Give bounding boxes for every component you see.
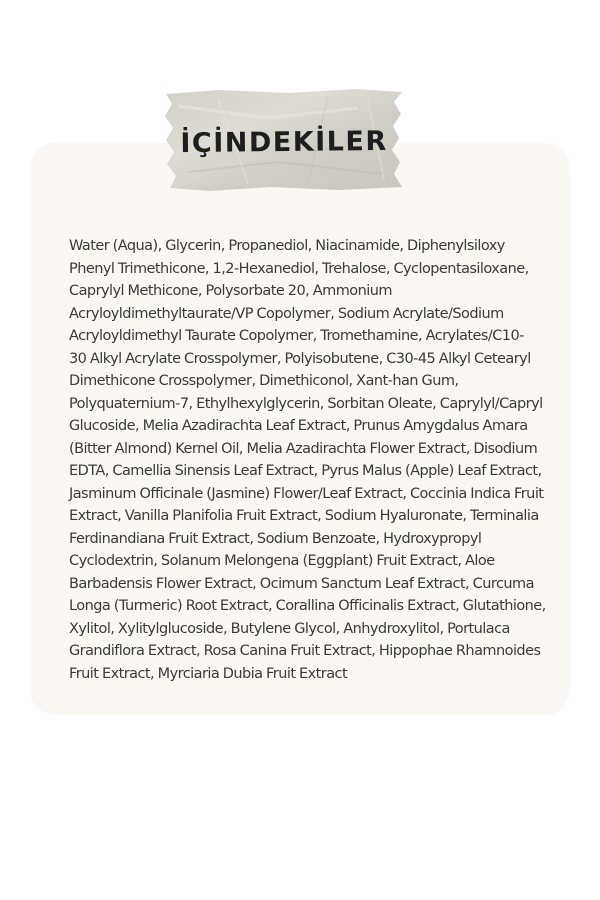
ingredients-line: EDTA, Camellia Sinensis Leaf Extract, Pyrus Malus (Apple) Leaf Extract, <box>69 463 542 479</box>
ingredients-line: Longa (Turmeric) Root Extract, Corallina Officinalis Extract, Glutathione, <box>69 598 546 614</box>
ingredients-line: Ferdinandiana Fruit Extract, Sodium Benzoate, Hydroxypropyl <box>69 530 482 547</box>
ingredients-line: Phenyl Trimethicone, 1,2-Hexanediol, Trehalose, Cyclopentasiloxane, <box>69 260 529 277</box>
ingredients-line: Dimethicone Crosspolymer, Dimethiconol, Xant-han Gum, <box>69 373 459 389</box>
ingredients-line: Fruit Extract, Myrciaria Dubia Fruit Extract <box>69 665 348 682</box>
ingredients-line: Barbadensis Flower Extract, Ocimum Sanctum Leaf Extract, Curcuma <box>69 575 534 592</box>
ingredients-line: Acryloyldimethyltaurate/VP Copolymer, Sodium Acrylate/Sodium <box>69 305 504 322</box>
ingredients-line: Polyquaternium-7, Ethylhexylglycerin, Sorbitan Oleate, Caprylyl/Capryl <box>69 395 543 412</box>
ingredients-line: Caprylyl Methicone, Polysorbate 20, Ammonium <box>69 283 392 299</box>
ingredients-line: Glucoside, Melia Azadirachta Leaf Extract, Prunus Amygdalus Amara <box>69 418 528 434</box>
ingredients-line: Water (Aqua), Glycerin, Propanediol, Niacinamide, Diphenylsiloxy <box>69 238 505 254</box>
ingredients-list <box>69 235 569 685</box>
ingredients-line: Xylitol, Xylitylglucoside, Butylene Glycol, Anhydroxylitol, Portulaca <box>69 620 510 637</box>
ingredients-line: Jasminum Officinale (Jasmine) Flower/Leaf Extract, Coccinia Indica Fruit <box>69 485 544 502</box>
page-title: İÇİNDEKİLER <box>180 125 388 159</box>
ingredients-line: Extract, Vanilla Planifolia Fruit Extract, Sodium Hyaluronate, Terminalia <box>69 508 539 524</box>
ingredients-line: Acryloyldimethyl Taurate Copolymer, Tromethamine, Acrylates/C10- <box>69 328 524 344</box>
ingredients-line: 30 Alkyl Acrylate Crosspolymer, Polyisobutene, C30-45 Alkyl Cetearyl <box>69 350 531 367</box>
ingredients-line: Cyclodextrin, Solanum Melongena (Eggplant) Fruit Extract, Aloe <box>69 553 495 569</box>
ingredients-line: (Bitter Almond) Kernel Oil, Melia Azadirachta Flower Extract, Disodium <box>69 440 538 457</box>
ingredients-line: Grandiflora Extract, Rosa Canina Fruit Extract, Hippophae Rhamnoides <box>69 643 541 659</box>
